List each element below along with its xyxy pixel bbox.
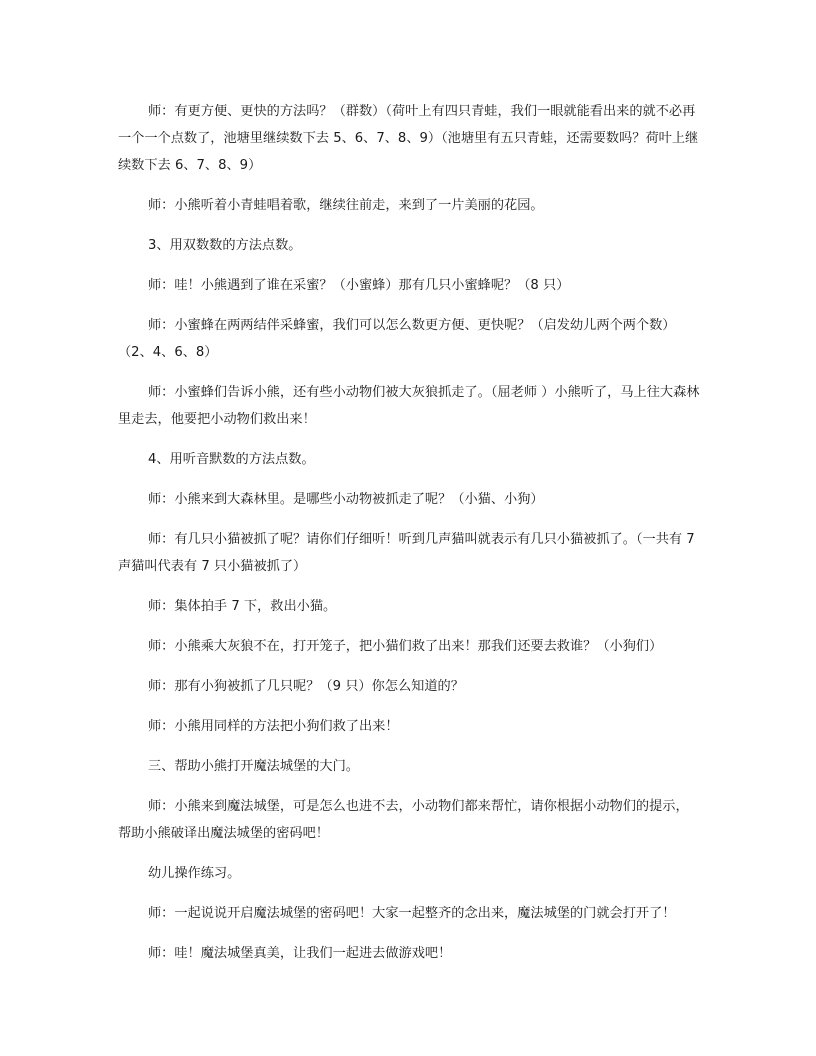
paragraph: 师：小熊听着小青蛙唱着歌，继续往前走，来到了一片美丽的花园。 [148,198,544,213]
paragraph: 师：那有小狗被抓了几只呢？（9 只）你怎么知道的？ [148,679,464,694]
paragraph: 师：有更方便、更快的方法吗？（群数）（荷叶上有四只青蛙，我们一眼就能看出来的就不必再一个一个点数了，池塘里继续数下去 5、6、7、8、9）（池塘里有五只青蛙，还需要数吗？荷叶上继续数下去 6、7、8、9） [118,104,699,173]
paragraph: 幼儿操作练习。 [148,866,241,881]
paragraph: 师：小蜜蜂们告诉小熊，还有些小动物们被大灰狼抓走了。（屈老师 ）小熊听了，马上往大森林里走去，他要把小动物们救出来！ [118,385,700,427]
paragraph: 师：哇！魔法城堡真美，让我们一起进去做游戏吧！ [148,946,452,961]
document-body [118,98,700,980]
section-heading: 3、用双数数的方法点数。 [148,238,302,253]
paragraph: 师：集体拍手 7 下，救出小猫。 [148,599,337,614]
section-heading: 三、帮助小熊打开魔法城堡的大门。 [148,759,359,774]
paragraph: 师：哇！小熊遇到了谁在采蜜？（小蜜蜂）那有几只小蜜蜂呢？（8 只） [148,278,570,293]
paragraph: 师：小熊用同样的方法把小狗们救了出来！ [148,719,399,734]
section-heading: 4、用听音默数的方法点数。 [148,452,315,467]
paragraph: 师：小蜜蜂在两两结伴采蜂蜜，我们可以怎么数更方便、更快呢？（启发幼儿两个两个数）（2、4、6、8） [118,318,676,360]
paragraph: 师：小熊来到大森林里。是哪些小动物被抓走了呢？（小猫、小狗） [148,492,544,507]
paragraph: 师：小熊乘大灰狼不在，打开笼子，把小猫们救了出来！那我们还要去救谁？（小狗们） [148,639,663,654]
paragraph: 师：有几只小猫被抓了呢？请你们仔细听！听到几声猫叫就表示有几只小猫被抓了。（一共有 7 声猫叫代表有 7 只小猫被抓了） [118,532,695,574]
paragraph: 师：小熊来到魔法城堡，可是怎么也进不去，小动物们都来帮忙，请你根据小动物们的提示，帮助小熊破译出魔法城堡的密码吧！ [118,799,689,841]
paragraph: 师：一起说说开启魔法城堡的密码吧！大家一起整齐的念出来，魔法城堡的门就会打开了！ [148,906,676,921]
